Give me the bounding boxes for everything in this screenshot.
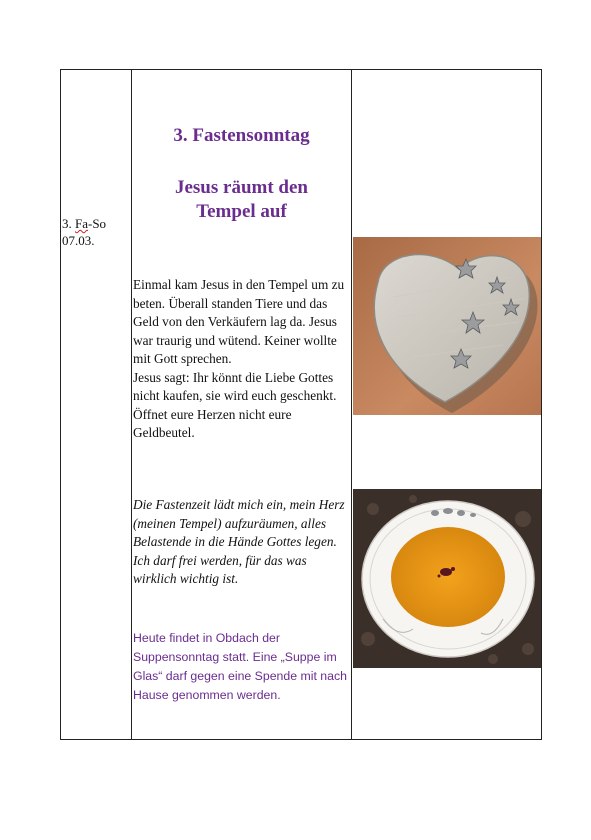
story-text bbox=[133, 276, 350, 443]
date-number: 3. bbox=[62, 216, 72, 231]
soup-photo bbox=[353, 489, 541, 668]
column-divider bbox=[351, 70, 352, 739]
date-line-2: 07.03. bbox=[62, 233, 95, 248]
story-paragraph-1: Einmal kam Jesus in den Tempel um zu beten. Überall standen Tiere und das Geld von den Verkäufern lag da. Jesus war traurig und wütend. Keiner wollte mit Gott sprechen. bbox=[133, 277, 345, 366]
date-line-1 bbox=[62, 215, 128, 232]
page-title: 3. Fastensonntag bbox=[173, 125, 310, 146]
reflection-text: Die Fastenzeit lädt mich ein, mein Herz (meinen Tempel) aufzuräumen, alles Belastende in die Hände Gottes legen. Ich darf frei werden, für das was wirklich wichtig ist. bbox=[133, 497, 345, 586]
date-cell bbox=[62, 215, 128, 249]
page-subtitle bbox=[132, 176, 351, 224]
story-paragraph-2: Jesus sagt: Ihr könnt die Liebe Gottes nicht kaufen, sie wird euch geschenkt. Öffnet eure Herzen nicht eure Geldbeutel. bbox=[133, 369, 337, 440]
column-divider bbox=[131, 70, 132, 739]
lesson-table bbox=[60, 69, 542, 740]
notice-text: Heute findet in Obdach der Suppensonntag statt. Eine „Suppe im Glas“ darf gegen eine Spende mit nach Hause genommen werden. bbox=[133, 631, 347, 702]
subtitle-line-1: Jesus räumt den bbox=[174, 177, 308, 198]
spellcheck-word: Fa bbox=[75, 216, 88, 231]
date-suffix: -So bbox=[88, 216, 107, 231]
heart-photo bbox=[353, 237, 541, 415]
subtitle-line-2: Tempel auf bbox=[196, 201, 287, 222]
